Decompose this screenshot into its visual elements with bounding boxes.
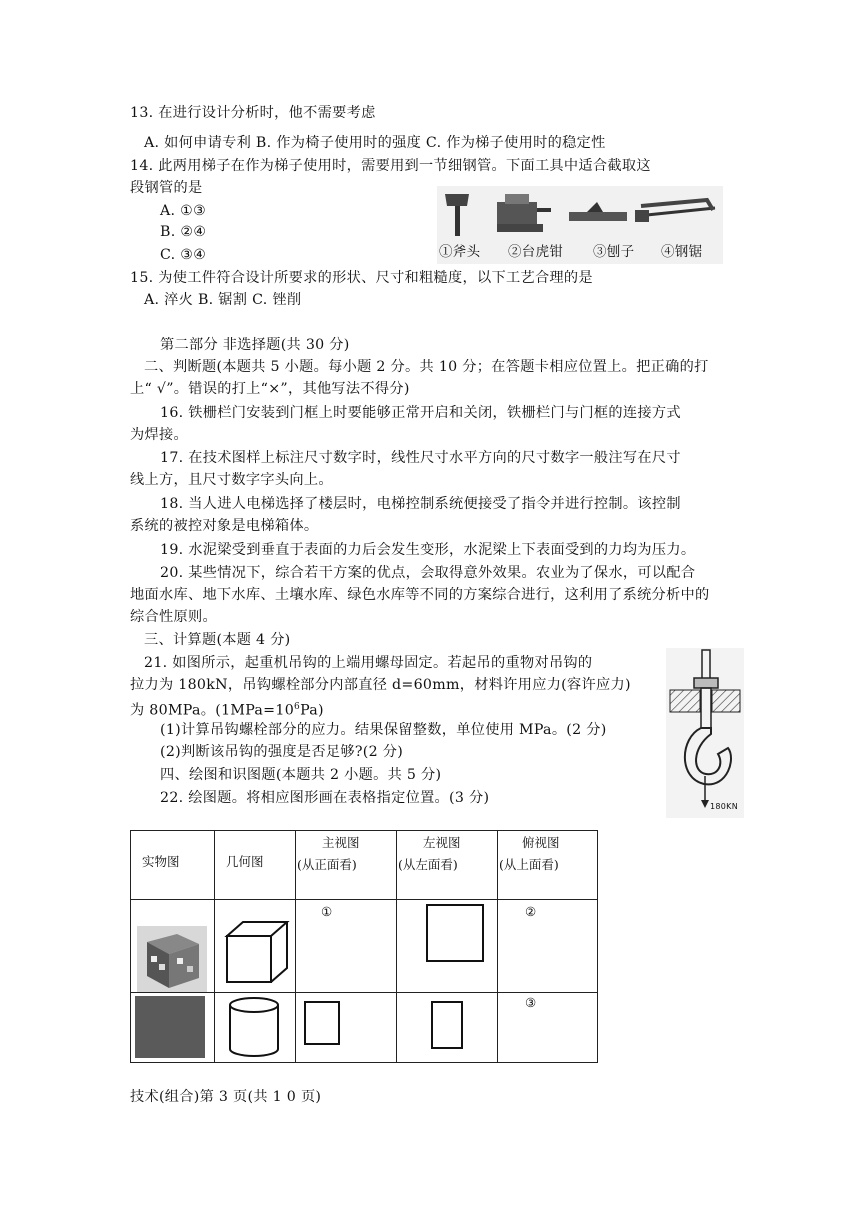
q17-line1: 17. 在技术图样上标注尺寸数字时，线性尺寸水平方向的尺寸数字一般注写在尺寸 bbox=[160, 450, 681, 466]
q13-stem: 13. 在进行设计分析时，他不需要考虑 bbox=[130, 105, 376, 121]
answer-mark-2: ② bbox=[525, 904, 537, 919]
draw-title: 四、绘图和识图题(本题共 2 小题。共 5 分) bbox=[160, 767, 442, 783]
answer-mark-3: ③ bbox=[525, 995, 537, 1010]
header-top: 俯视图 (从上面看) bbox=[498, 831, 598, 900]
answer-mark-1: ① bbox=[321, 904, 333, 919]
q16-line1: 16. 铁栅栏门安装到门框上时要能够正常开启和关闭，铁栅栏门与门框的连接方式 bbox=[160, 405, 681, 421]
rectangle-left-view bbox=[431, 1001, 463, 1049]
q14-option-c: C. ③④ bbox=[160, 247, 207, 263]
cylinder-photo-icon bbox=[135, 996, 205, 1058]
tool-label-plane: ③刨子 bbox=[593, 244, 635, 260]
views-table bbox=[130, 830, 598, 1063]
square-left-view bbox=[426, 904, 484, 962]
cylinder-front-view-cell bbox=[296, 993, 397, 1063]
q21-sub1: (1)计算吊钩螺栓部分的应力。结果保留整数，单位使用 MPa。(2 分) bbox=[160, 722, 607, 738]
q21-line3 bbox=[130, 697, 324, 721]
q20-line3: 综合性原则。 bbox=[130, 609, 217, 625]
header-real: 实物图 bbox=[131, 831, 215, 900]
rubiks-cube-icon bbox=[137, 926, 207, 992]
cube-photo-cell bbox=[131, 900, 215, 993]
q21-exponent: 6 bbox=[294, 702, 301, 712]
hook-force-label: 180KN bbox=[710, 802, 738, 811]
tool-label-vise: ②台虎钳 bbox=[508, 244, 564, 260]
q15-stem: 15. 为使工件符合设计所要求的形状、尺寸和粗糙度，以下工艺合理的是 bbox=[130, 270, 593, 286]
tool-label-saw: ④钢锯 bbox=[661, 244, 703, 260]
rectangle-front-view bbox=[304, 1001, 340, 1045]
cylinder-left-view-cell bbox=[397, 993, 498, 1063]
hacksaw-icon bbox=[635, 200, 715, 222]
calc-title: 三、计算题(本题 4 分) bbox=[144, 632, 291, 648]
q21-line1: 21. 如图所示，起重机吊钩的上端用螺母固定。若起吊的重物对吊钩的 bbox=[144, 655, 593, 671]
crane-hook-figure bbox=[666, 648, 744, 818]
header-geo: 几何图 bbox=[215, 831, 296, 900]
cube-geometry-icon bbox=[221, 918, 291, 986]
q21-line2: 拉力为 180kN，吊钩螺栓部分内部直径 d=60mm，材料许用应力(容许应力) bbox=[130, 677, 631, 693]
part2-title: 第二部分 非选择题(共 30 分) bbox=[160, 337, 350, 353]
judge-title-line1: 二、判断题(本题共 5 小题。每小题 2 分。共 10 分；在答题卡相应位置上。把正确的打 bbox=[144, 359, 709, 375]
q21-line3-a: 为 80MPa。(1MPa=10 bbox=[130, 702, 295, 719]
q21-line3-b: Pa) bbox=[300, 702, 324, 719]
cylinder-geometry-icon bbox=[221, 995, 291, 1059]
plane-icon bbox=[569, 202, 627, 221]
cylinder-top-view-cell bbox=[498, 993, 598, 1063]
q14-option-a: A. ①③ bbox=[160, 203, 207, 219]
cube-top-view-cell bbox=[498, 900, 598, 993]
q14-option-b: B. ②④ bbox=[160, 224, 207, 240]
crane-hook-drawing bbox=[666, 648, 744, 818]
q21-sub2: (2)判断该吊钩的强度是否足够?(2 分) bbox=[160, 744, 404, 760]
q14-stem-line2: 段钢管的是 bbox=[130, 180, 203, 196]
axe-icon bbox=[445, 194, 469, 236]
cylinder-photo-cell bbox=[131, 993, 215, 1063]
q19: 19. 水泥梁受到垂直于表面的力后会发生变形，水泥梁上下表面受到的力均为压力。 bbox=[160, 542, 696, 558]
bench-vise-icon bbox=[497, 194, 551, 232]
q15-options: A. 淬火 B. 锯割 C. 锉削 bbox=[144, 292, 302, 308]
q20-line1: 20. 某些情况下，综合若干方案的优点，会取得意外效果。农业为了保水，可以配合 bbox=[160, 565, 696, 581]
cube-front-view-cell bbox=[296, 900, 397, 993]
page-footer: 技术(组合)第 3 页(共 1 0 页) bbox=[130, 1089, 322, 1105]
q22: 22. 绘图题。将相应图形画在表格指定位置。(3 分) bbox=[160, 790, 490, 806]
tool-label-axe: ①斧头 bbox=[439, 244, 481, 260]
cylinder-geometry-cell bbox=[215, 993, 296, 1063]
q17-line2: 线上方，且尺寸数字字头向上。 bbox=[130, 472, 333, 488]
q16-line2: 为焊接。 bbox=[130, 427, 188, 443]
q18-line1: 18. 当人进人电梯选择了楼层时，电梯控制系统便接受了指令并进行控制。该控制 bbox=[160, 496, 681, 512]
q14-stem-line1: 14. 此两用梯子在作为梯子使用时，需要用到一节细钢管。下面工具中适合截取这 bbox=[130, 158, 651, 174]
q18-line2: 系统的被控对象是电梯箱体。 bbox=[130, 518, 319, 534]
cube-left-view-cell bbox=[397, 900, 498, 993]
judge-title-line2: 上“ √”。错误的打上“×”，其他写法不得分) bbox=[130, 381, 410, 397]
q20-line2: 地面水库、地下水库、土壤水库、绿色水库等不同的方案综合进行，这利用了系统分析中的 bbox=[130, 587, 710, 603]
header-left: 左视图 (从左面看) bbox=[397, 831, 498, 900]
header-front: 主视图 (从正面看) bbox=[296, 831, 397, 900]
tools-figure bbox=[437, 186, 723, 264]
cube-geometry-cell bbox=[215, 900, 296, 993]
q13-options: A. 如何申请专利 B. 作为椅子使用时的强度 C. 作为梯子使用时的稳定性 bbox=[144, 135, 606, 151]
